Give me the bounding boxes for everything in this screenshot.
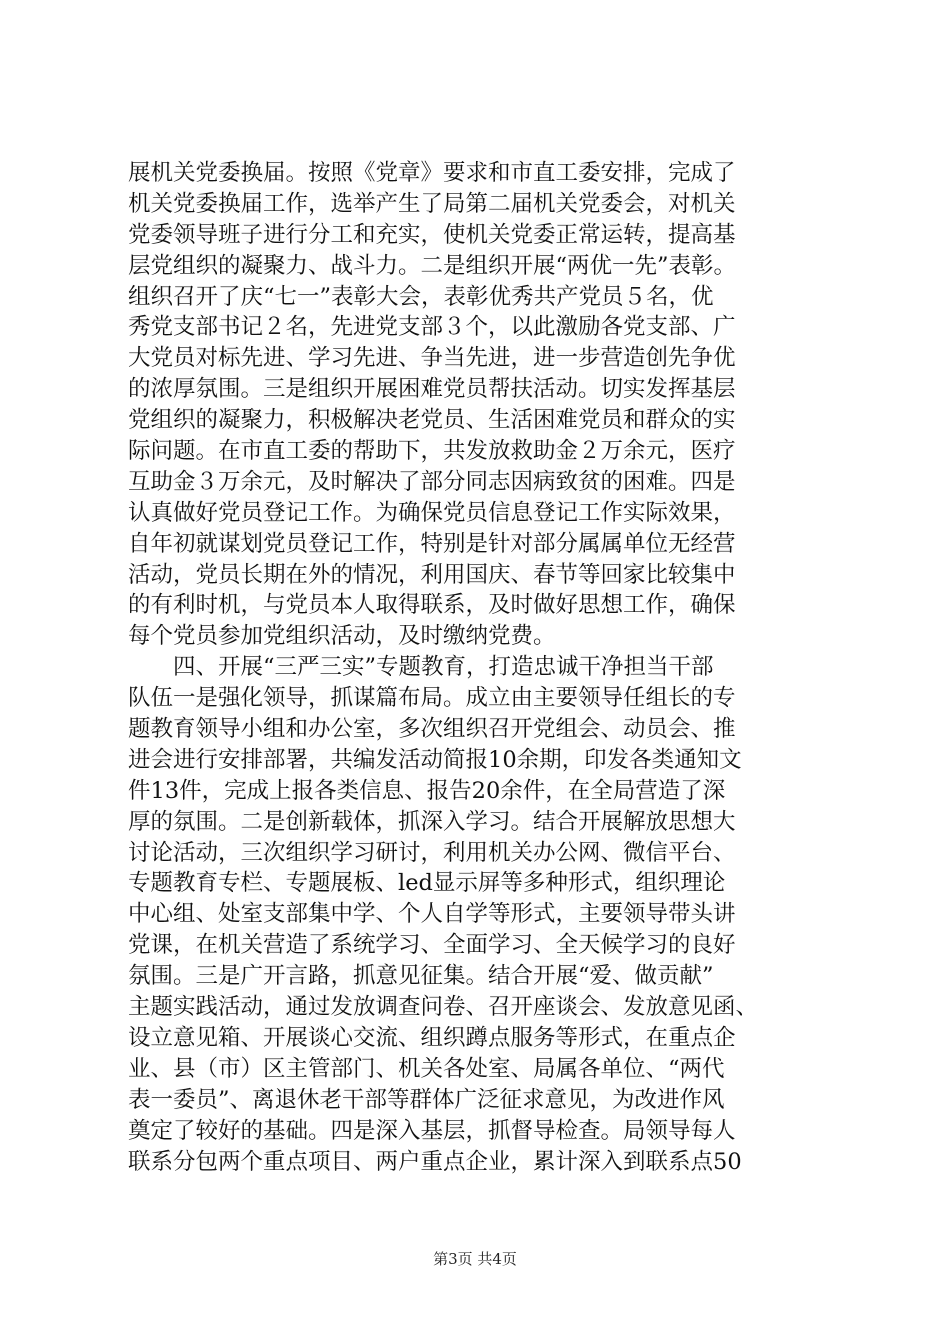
text-line: 厚的氛围。二是创新载体，抓深入学习。结合开展解放思想大 [128, 808, 736, 835]
text-line: 讨论活动，三次组织学习研讨，利用机关办公网、微信平台、 [128, 839, 736, 866]
text-line: 层党组织的凝聚力、战斗力。二是组织开展“两优一先”表彰。 [128, 252, 737, 279]
text-line: 主题实践活动，通过发放调查问卷、召开座谈会、发放意见函、 [128, 994, 759, 1021]
text-line: 联系分包两个重点项目、两户重点企业，累计深入到联系点50 [128, 1148, 742, 1175]
text-line: 的有利时机，与党员本人取得联系，及时做好思想工作，确保 [128, 592, 736, 619]
body-text [128, 158, 858, 1177]
text-line: 党委领导班子进行分工和充实，使机关党委正常运转，提高基 [128, 221, 736, 248]
text-line: 表一委员”、离退休老干部等群体广泛征求意见，为改进作风 [128, 1086, 725, 1113]
text-line: 活动，党员长期在外的情况，利用国庆、春节等回家比较集中 [128, 561, 736, 588]
text-line: 氛围。三是广开言路，抓意见征集。结合开展“爱、做贡献” [128, 963, 714, 990]
text-line: 每个党员参加党组织活动，及时缴纳党费。 [128, 623, 556, 650]
text-line: 设立意见箱、开展谈心交流、组织蹲点服务等形式，在重点企 [128, 1024, 736, 1051]
text-line: 展机关党委换届。按照《党章》要求和市直工委安排，完成了 [128, 160, 736, 186]
text-line: 自年初就谋划党员登记工作，特别是针对部分属属单位无经营 [128, 530, 736, 557]
text-line: 秀党支部书记２名，先进党支部３个，以此激励各党支部、广 [128, 314, 736, 341]
text-line: 大党员对标先进、学习先进、争当先进，进一步营造创先争优 [128, 345, 736, 372]
text-line: 业、县（市）区主管部门、机关各处室、局属各单位、“两代 [128, 1055, 725, 1082]
text-line: 件13件，完成上报各类信息、报告20余件，在全局营造了深 [128, 777, 726, 804]
text-line: 党课，在机关营造了系统学习、全面学习、全天候学习的良好 [128, 932, 736, 959]
page-footer: 第3页 共4页 [433, 1250, 517, 1268]
text-line: 机关党委换届工作，选举产生了局第二届机关党委会，对机关 [128, 190, 736, 217]
text-line: 队伍一是强化领导，抓谋篇布局。成立由主要领导任组长的专 [128, 685, 736, 712]
text-line: 奠定了较好的基础。四是深入基层，抓督导检查。局领导每人 [128, 1117, 736, 1144]
text-line: 四、开展“三严三实”专题教育，打造忠诚干净担当干部 [128, 654, 714, 681]
text-line: 党组织的凝聚力，积极解决老党员、生活困难党员和群众的实 [128, 407, 736, 434]
text-line: 中心组、处室支部集中学、个人自学等形式，主要领导带头讲 [128, 901, 736, 928]
text-line: 互助金３万余元，及时解决了部分同志因病致贫的困难。四是 [128, 468, 736, 495]
text-line: 际问题。在市直工委的帮助下，共发放救助金２万余元，医疗 [128, 438, 736, 465]
text-line: 专题教育专栏、专题展板、led显示屏等多种形式，组织理论 [128, 870, 726, 897]
text-line: 的浓厚氛围。三是组织开展困难党员帮扶活动。切实发挥基层 [128, 376, 736, 403]
text-line: 组织召开了庆“七一”表彰大会，表彰优秀共产党员５名，优 [128, 283, 714, 310]
text-line: 认真做好党员登记工作。为确保党员信息登记工作实际效果， [128, 499, 736, 526]
text-line: 题教育领导小组和办公室，多次组织召开党组会、动员会、推 [128, 716, 736, 743]
text-line: 进会进行安排部署，共编发活动简报10余期，印发各类通知文 [128, 746, 742, 773]
